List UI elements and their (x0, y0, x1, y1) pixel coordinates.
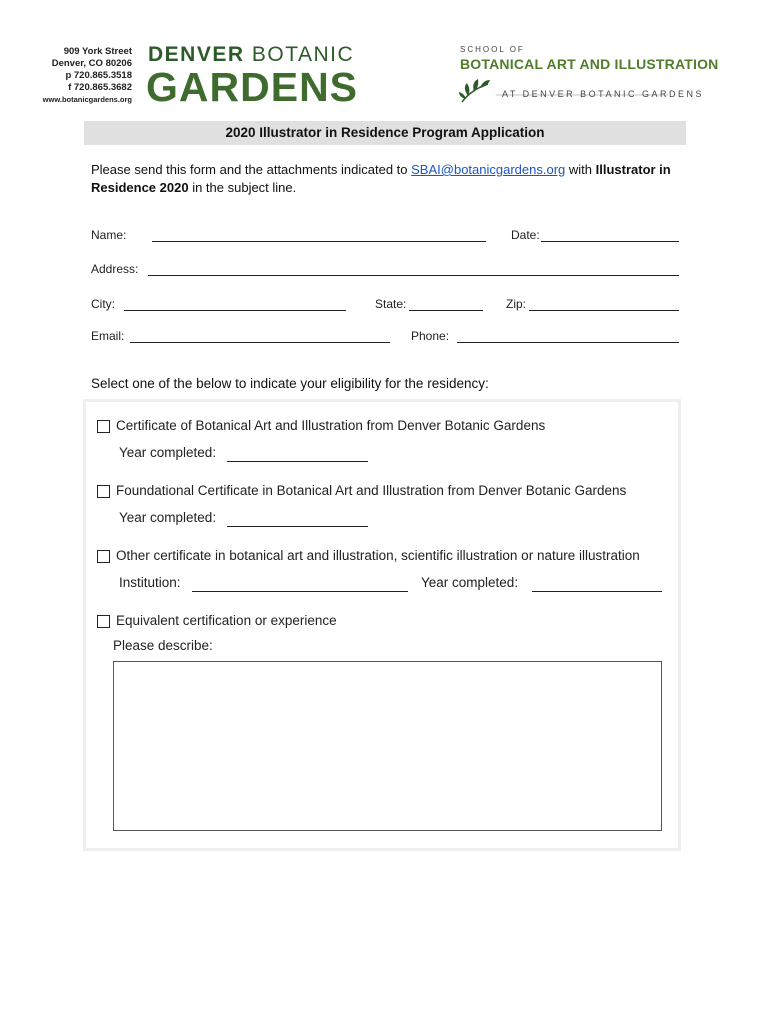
option2-year-label: Year completed: (119, 510, 217, 525)
zip-label: Zip: (506, 297, 527, 311)
logo-top-text (148, 44, 354, 66)
name-field[interactable] (152, 241, 486, 242)
phone-label: Phone: (411, 329, 450, 343)
school-name: BOTANICAL ART AND ILLUSTRATION (460, 56, 719, 72)
phone-field[interactable] (457, 342, 679, 343)
date-field[interactable] (541, 241, 679, 242)
intro-with: with (565, 162, 596, 177)
checkbox-equivalent-experience[interactable] (97, 615, 110, 628)
school-subtitle: AT DENVER BOTANIC GARDENS (502, 89, 705, 99)
option3-institution-label: Institution: (119, 575, 181, 590)
option3-year-field[interactable] (532, 591, 662, 592)
address-line2: Denver, CO 80206 (51, 58, 132, 69)
option3-year-label: Year completed: (421, 575, 519, 590)
eligibility-prompt: Select one of the below to indicate your eligibility for the residency: (91, 376, 489, 391)
option-foundational-label: Foundational Certificate in Botanical Art and Illustration from Denver Botanic Gardens (116, 483, 627, 498)
date-label: Date: (511, 228, 540, 242)
option4-describe-label: Please describe: (113, 638, 213, 653)
city-field[interactable] (124, 310, 346, 311)
zip-field[interactable] (529, 310, 679, 311)
school-small-text: SCHOOL OF (460, 45, 525, 54)
intro-bold: Illustrator in Residence 2020 (91, 162, 671, 195)
checkbox-foundational-certificate[interactable] (97, 485, 110, 498)
checkbox-other-certificate[interactable] (97, 550, 110, 563)
option1-year-field[interactable] (227, 461, 368, 462)
option-equivalent-label: Equivalent certification or experience (116, 613, 337, 628)
address-field[interactable] (148, 275, 679, 276)
leaf-logo-icon (229, 76, 249, 98)
form-title: 2020 Illustrator in Residence Program Application (84, 121, 686, 145)
email-link[interactable]: SBAI@botanicgardens.org (411, 162, 566, 177)
option-certificate-dbg-label: Certificate of Botanical Art and Illustration from Denver Botanic Gardens (116, 418, 546, 433)
address-line1: 909 York Street (63, 46, 132, 57)
phone-number: p 720.865.3518 (65, 70, 132, 81)
option1-year-label: Year completed: (119, 445, 217, 460)
email-label: Email: (91, 329, 125, 343)
intro-after: in the subject line. (188, 180, 297, 195)
state-label: State: (375, 297, 407, 311)
intro-text (91, 161, 706, 197)
intro-before: Please send this form and the attachments indicated to (91, 162, 412, 177)
botanical-sprig-icon (458, 74, 498, 104)
option2-year-field[interactable] (227, 526, 368, 527)
address-block (20, 46, 132, 106)
logo-gardens: GARDENS (146, 64, 359, 110)
checkbox-certificate-dbg[interactable] (97, 420, 110, 433)
website-link[interactable]: www.botanicgardens.org (42, 95, 132, 104)
logo-denver: DENVER (148, 43, 245, 66)
fax-number: f 720.865.3682 (68, 82, 132, 93)
address-label: Address: (91, 262, 139, 276)
describe-textarea[interactable] (113, 661, 662, 831)
option-other-certificate-label: Other certificate in botanical art and illustration, scientific illustration or nature illustration (116, 548, 640, 563)
logo-botanic: BOTANIC (251, 43, 355, 66)
name-label: Name: (91, 228, 127, 242)
state-field[interactable] (409, 310, 483, 311)
option3-institution-field[interactable] (192, 591, 408, 592)
city-label: City: (91, 297, 115, 311)
email-field[interactable] (130, 342, 390, 343)
